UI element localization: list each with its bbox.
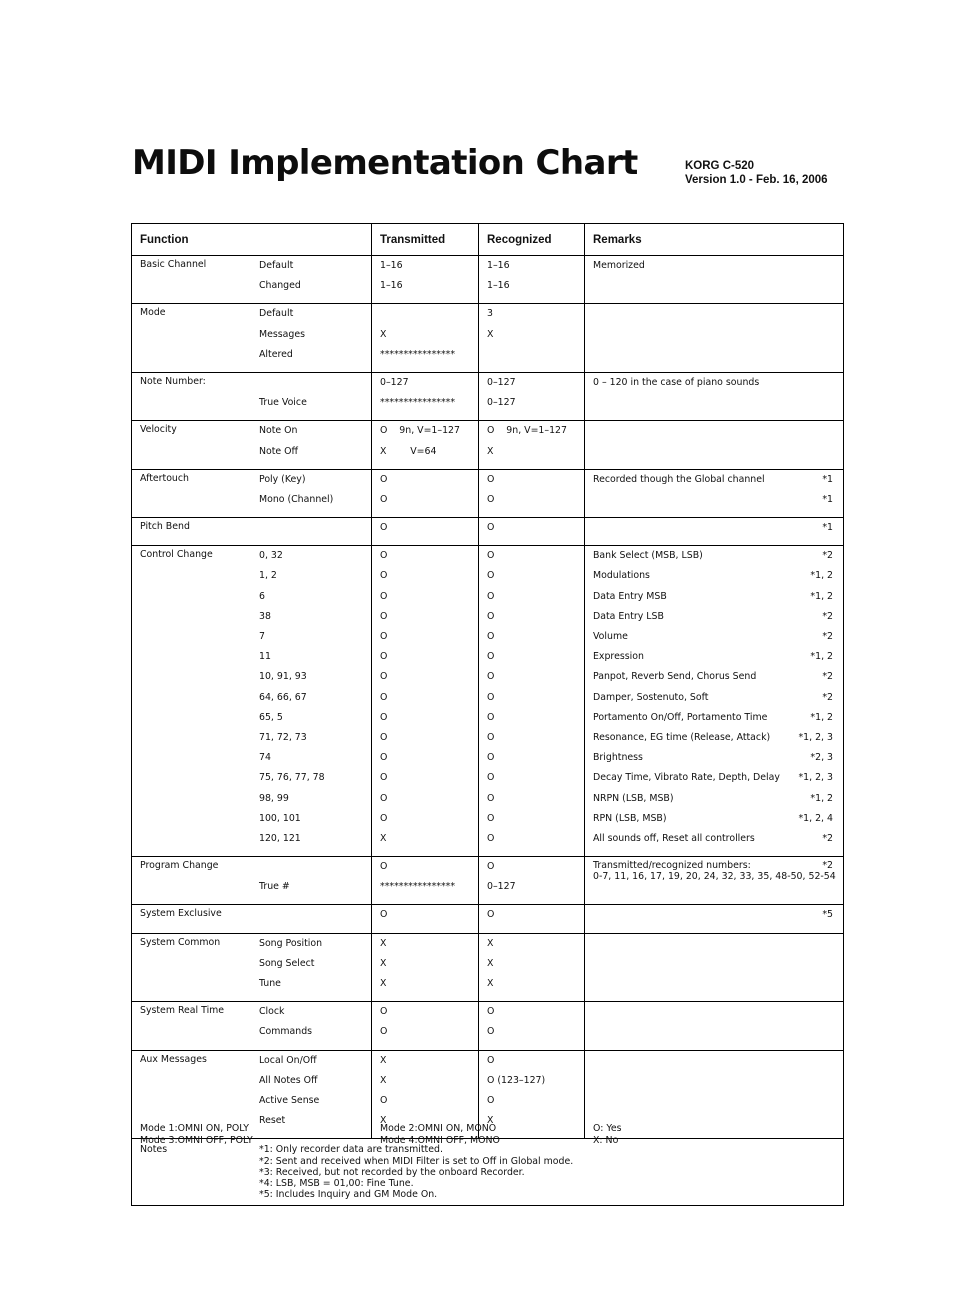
remark-text: Expression [593,651,644,663]
recognized-value: X [487,978,494,989]
transmitted-value: O [380,590,388,602]
function-sub: True # [259,881,290,893]
function-name: Aftertouch [140,472,189,484]
remark-text: Resonance, EG time (Release, Attack) [593,731,771,743]
transmitted-value: O [380,493,388,505]
function-sub: All Notes Off [259,1074,318,1086]
recognized-value: X [487,445,494,457]
remark-line [593,711,833,731]
transmitted-value: O [380,792,388,804]
transmitted-value: O [380,651,388,663]
remark-line [593,521,833,541]
remark-text: Data Entry MSB [593,590,667,602]
remark-line [593,473,833,493]
transmitted-value: 0–127 [380,376,409,388]
remark-line [593,832,833,852]
note-line: *4: LSB, MSB = 01,00: Fine Tune. [259,1177,414,1189]
footer-mode-4: Mode 4:OMNI OFF, MONO [380,1135,500,1146]
note-line: *2: Sent and received when MIDI Filter is set to Off in Global mode. [259,1155,574,1167]
remark-mark: *1, 2 [810,570,833,582]
transmitted-value: O 9n, V=1–127 [380,425,460,437]
function-sub [259,376,371,396]
model-name: KORG C-520 [685,160,755,172]
remark-text: Panpot, Reverb Send, Chorus Send [593,671,757,683]
function-sub: Note On [259,425,298,437]
remark-mark: *1, 2 [810,590,833,602]
header-remarks: Remarks [585,224,844,256]
transmitted-value: O [380,522,388,534]
remark-mark: *2 [822,631,833,642]
function-sub: Note Off [259,445,299,457]
remark-line [593,493,833,513]
recognized-value: O [487,522,495,534]
notes-row [132,1139,844,1206]
remark-text: Memorized [593,260,645,271]
recognized-value: O [487,570,495,582]
remark-line [593,792,833,812]
transmitted-value: O [380,772,388,784]
transmitted-value: **************** [380,881,455,893]
notes-label: Notes [140,1144,168,1156]
transmitted-value: O [380,550,388,562]
remark-text: Brightness [593,752,643,764]
remark-line [593,549,833,569]
transmitted-value: O [380,1094,388,1106]
remark-line [593,376,833,396]
remark-mark: *1, 2, 3 [798,731,833,743]
function-sub: Default [259,260,294,271]
function-name: Basic Channel [140,259,207,270]
recognized-value: X [487,957,494,969]
recognized-value: O [487,610,495,622]
recognized-value: O [487,1094,495,1106]
recognized-value: O [487,550,495,562]
function-sub: 75, 76, 77, 78 [259,772,325,784]
remark-text: Recorded though the Global channel [593,473,765,485]
remark-line [593,670,833,690]
remark-mark: *1 [822,473,833,485]
remark-mark: *1 [822,493,833,505]
function-sub: 1, 2 [259,570,277,582]
recognized-value: O [487,493,495,505]
remark-text: RPN (LSB, MSB) [593,812,667,824]
function-sub: True Voice [259,397,307,409]
remark-mark: *2 [822,610,833,622]
function-sub: 65, 5 [259,711,283,723]
remark-line [593,630,833,650]
remark-mark: *5 [822,909,833,921]
recognized-value: 0–127 [487,881,516,893]
transmitted-value: **************** [380,397,455,409]
remark-line [593,908,833,928]
remark-text: Damper, Sostenuto, Soft [593,691,709,703]
transmitted-value: X [380,978,387,989]
recognized-value: O [487,1026,495,1038]
function-name: Pitch Bend [140,521,190,533]
remark-text: Portamento On/Off, Portamento Time [593,711,768,723]
remark-text: Modulations [593,570,650,582]
header-row [132,224,844,256]
function-sub: Default [259,308,294,320]
remark-numbers: 0-7, 11, 16, 17, 19, 20, 24, 32, 33, 35, 48-50, 52-54 [593,871,836,883]
transmitted-value: O [380,909,388,921]
function-sub: Reset [259,1115,286,1127]
remark-mark: *2 [822,550,833,562]
recognized-value: O [487,772,495,784]
transmitted-value: O [380,1026,388,1038]
transmitted-value [380,307,478,327]
transmitted-value: 1–16 [380,260,403,271]
remark-text: Transmitted/recognized numbers: [593,860,751,872]
function-sub: Altered [259,348,293,360]
section-row [132,518,844,546]
remark-line [593,259,833,279]
header-recognized: Recognized [479,224,585,256]
function-sub: 6 [259,590,265,602]
function-sub: Poly (Key) [259,473,306,485]
remark-mark: *2 [822,691,833,703]
transmitted-value: X [380,937,387,949]
function-name: System Real Time [140,1005,225,1017]
remark-mark: *1, 2 [810,711,833,723]
function-sub [259,860,371,880]
remark-text: NRPN (LSB, MSB) [593,792,674,804]
recognized-value: X [487,1115,494,1127]
function-name: System Common [140,936,221,948]
remark-text: 0 – 120 in the case of piano sounds [593,376,760,388]
recognized-value: O [487,792,495,804]
function-sub: 120, 121 [259,832,301,844]
section-row [132,546,844,857]
function-sub: Commands [259,1026,313,1038]
section-row [132,372,844,420]
recognized-value: 1–16 [487,280,510,292]
midi-implementation-table [131,223,844,1206]
function-sub: 10, 91, 93 [259,671,307,683]
transmitted-value: X [380,832,387,844]
function-name: Mode [140,307,166,319]
function-sub: Song Select [259,957,315,969]
remark-line [593,771,833,791]
header-transmitted: Transmitted [372,224,479,256]
function-name: Velocity [140,424,177,436]
function-sub [259,908,371,928]
transmitted-value: O [380,570,388,582]
transmitted-value: O [380,752,388,764]
function-sub [259,521,371,541]
remark-mark: *2 [822,671,833,683]
function-sub: 98, 99 [259,792,289,804]
function-sub: Clock [259,1006,285,1018]
recognized-value: O [487,861,495,873]
function-sub: 100, 101 [259,812,301,824]
function-sub: Changed [259,280,301,292]
remark-line [593,751,833,771]
recognized-value: O (123–127) [487,1074,546,1086]
transmitted-value: X [380,1074,387,1086]
function-sub: Active Sense [259,1094,320,1106]
footer-legend [593,1123,621,1147]
section-row [132,905,844,933]
function-sub: 74 [259,752,271,764]
function-name: System Exclusive [140,908,222,920]
recognized-value: O [487,691,495,703]
page-title: MIDI Implementation Chart [132,143,638,183]
recognized-value: O [487,473,495,485]
footer-modes-left [140,1123,253,1147]
footer-mode-3: Mode 3:OMNI OFF, POLY [140,1135,253,1146]
recognized-value: O [487,1006,495,1018]
transmitted-value: O [380,610,388,622]
remark-line [593,691,833,711]
function-sub: 0, 32 [259,550,283,562]
recognized-value: O [487,752,495,764]
transmitted-value: X [380,1115,387,1127]
recognized-value: X [487,328,494,340]
transmitted-value: O [380,691,388,703]
function-sub: Tune [259,978,281,989]
section-row [132,421,844,469]
remark-mark: *1, 2, 3 [798,772,833,784]
transmitted-value: O [380,1006,388,1018]
transmitted-value: O [380,812,388,824]
transmitted-value: **************** [380,348,455,360]
remark-mark: *1, 2 [810,651,833,663]
legend-no: X: No [593,1135,619,1146]
recognized-value: O [487,731,495,743]
note-line: *1: Only recorder data are transmitted. [259,1144,443,1156]
function-sub: 38 [259,610,271,622]
transmitted-value: O [380,711,388,723]
recognized-value: O [487,832,495,844]
section-row [132,256,844,304]
recognized-value: 0–127 [487,376,516,388]
section-row [132,933,844,1002]
section-row [132,469,844,517]
remark-line [593,731,833,751]
transmitted-value: X [380,328,387,340]
transmitted-value: O [380,473,388,485]
remark-mark: *1, 2, 4 [798,812,833,824]
recognized-value [487,348,584,368]
function-sub: Song Position [259,937,323,949]
function-name: Program Change [140,860,219,872]
recognized-value: O [487,711,495,723]
remark-text: Data Entry LSB [593,610,664,622]
section-row [132,304,844,373]
remark-text: Decay Time, Vibrato Rate, Depth, Delay [593,772,780,784]
recognized-value: X [487,937,494,949]
transmitted-value: X [380,957,387,969]
note-line: *5: Includes Inquiry and GM Mode On. [259,1189,438,1201]
remark-text: Volume [593,631,628,642]
remark-mark: *2 [822,832,833,844]
remark-text: Bank Select (MSB, LSB) [593,550,703,562]
footer-modes-right [380,1123,500,1147]
recognized-value: O [487,909,495,921]
remark-text: All sounds off, Reset all controllers [593,832,755,844]
recognized-value: O 9n, V=1–127 [487,425,567,437]
recognized-value: O [487,812,495,824]
function-name: Aux Messages [140,1053,207,1065]
remark-mark: *2 [822,860,833,872]
transmitted-value: O [380,671,388,683]
function-sub: 64, 66, 67 [259,691,307,703]
remark-line [593,610,833,630]
footer-mode-1: Mode 1:OMNI ON, POLY [140,1123,249,1134]
function-sub: Mono (Channel) [259,493,334,505]
remark-line [593,650,833,670]
footer-mode-2: Mode 2:OMNI ON, MONO [380,1123,497,1134]
recognized-value: 1–16 [487,260,510,271]
transmitted-value: O [380,731,388,743]
remark-mark: *2, 3 [810,752,833,764]
function-sub: Messages [259,328,305,340]
header-function: Function [132,224,372,256]
remark-mark: *1, 2 [810,792,833,804]
transmitted-value: O [380,861,388,873]
note-line: *3: Received, but not recorded by the onboard Recorder. [259,1166,525,1178]
version-info: Version 1.0 - Feb. 16, 2006 [685,174,828,186]
function-sub: 7 [259,631,265,642]
function-sub: 11 [259,651,271,663]
document-meta [685,159,828,187]
recognized-value: 3 [487,308,493,320]
recognized-value: 0–127 [487,397,516,409]
notes-list [259,1144,573,1200]
remark-line [593,590,833,610]
remark-line [593,569,833,589]
transmitted-value: X V=64 [380,445,437,457]
section-row [132,1002,844,1050]
transmitted-value: O [380,631,388,642]
remark-line [593,812,833,832]
recognized-value: O [487,671,495,683]
function-name: Control Change [140,549,213,561]
recognized-value: O [487,590,495,602]
recognized-value: O [487,651,495,663]
function-sub: Local On/Off [259,1054,317,1066]
remark-mark: *1 [822,522,833,534]
recognized-value: O [487,631,495,642]
section-row [132,857,844,905]
transmitted-value: X [380,1054,387,1066]
transmitted-value: 1–16 [380,280,403,292]
recognized-value: O [487,1054,495,1066]
function-sub: 71, 72, 73 [259,731,307,743]
legend-yes: O: Yes [593,1123,622,1134]
function-name: Note Number: [140,375,206,387]
